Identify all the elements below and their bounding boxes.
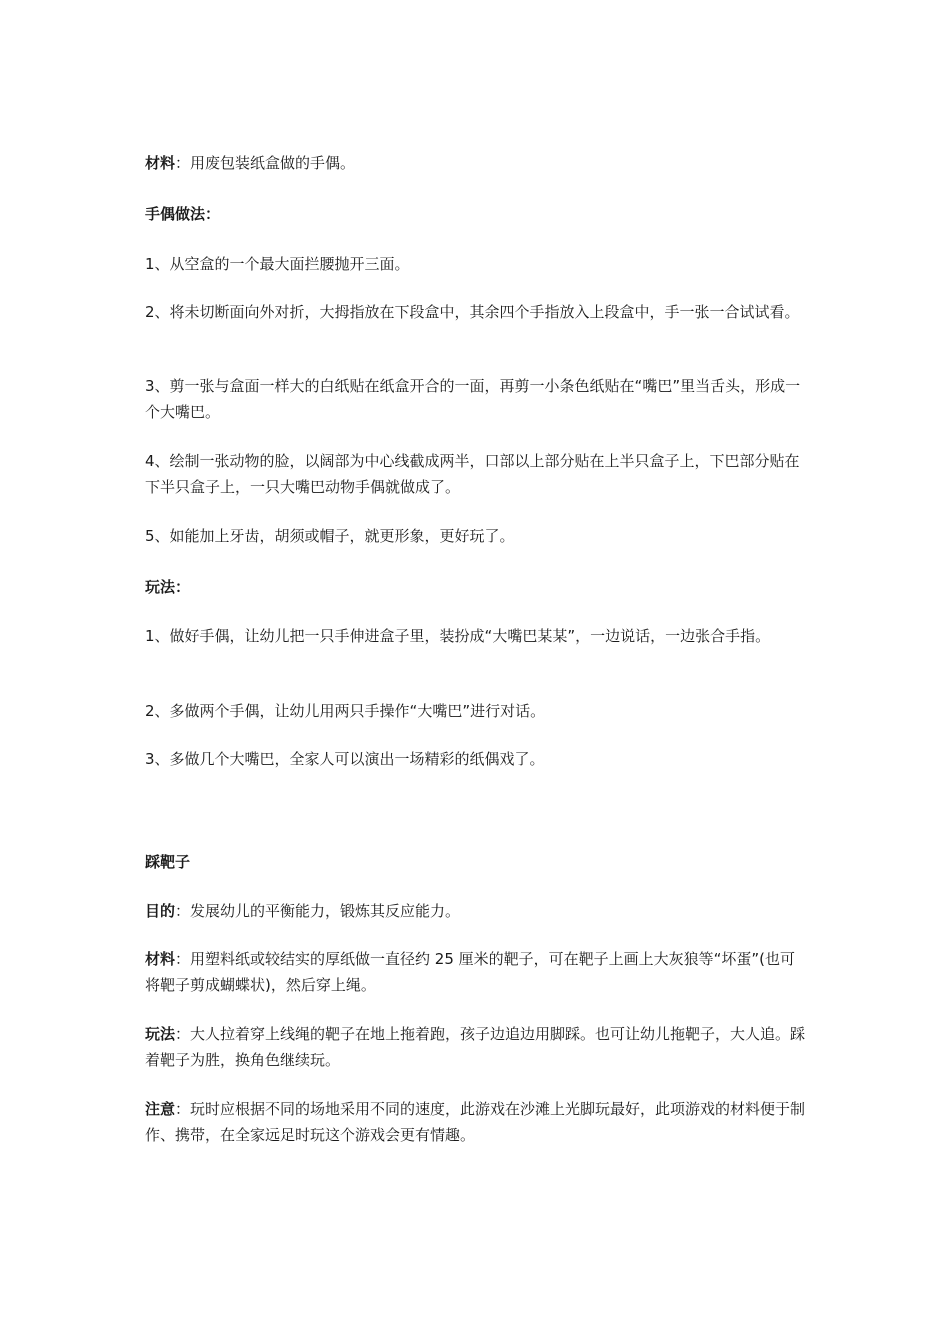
target-play-text: ：大人拉着穿上线绳的靶子在地上拖着跑，孩子边追边用脚踩。也可让幼儿拖靶子，大人追。踩着靶子为胜，换角色继续玩。 <box>145 1025 806 1069</box>
materials-label: 材料 <box>145 154 176 172</box>
goal-text: ：发展幼儿的平衡能力，锻炼其反应能力。 <box>175 902 461 920</box>
note-paragraph <box>145 1096 810 1148</box>
target-materials-label: 材料 <box>145 950 176 968</box>
method-step-5: 5、如能加上牙齿，胡须或帽子，就更形象，更好玩了。 <box>145 527 515 545</box>
method-step-3: 3、剪一张与盒面一样大的白纸贴在纸盒开合的一面，再剪一小条色纸贴在“嘴巴”里当舌头，形成一个大嘴巴。 <box>145 377 801 421</box>
method-heading: 手偶做法： <box>145 205 221 223</box>
note-label: 注意 <box>145 1100 176 1118</box>
target-materials-text: ：用塑料纸或较结实的厚纸做一直径约 25 厘米的靶子，可在靶子上画上大灰狼等“坏蛋”(也可将靶子剪成蝴蝶状)，然后穿上绳。 <box>145 950 796 994</box>
target-materials-paragraph <box>145 946 810 998</box>
section-title: 踩靶子 <box>145 853 191 871</box>
goal-label: 目的 <box>145 902 176 920</box>
method-step-4: 4、绘制一张动物的脸，以阔部为中心线截成两半，口部以上部分贴在上半只盒子上，下巴部分贴在下半只盒子上，一只大嘴巴动物手偶就做成了。 <box>145 452 800 496</box>
play-step-2: 2、多做两个手偶，让幼儿用两只手操作“大嘴巴”进行对话。 <box>145 702 546 720</box>
target-play-paragraph <box>145 1021 810 1073</box>
note-text: ：玩时应根据不同的场地采用不同的速度，此游戏在沙滩上光脚玩最好，此项游戏的材料便于制作、携带，在全家远足时玩这个游戏会更有情趣。 <box>145 1100 806 1144</box>
play-step-3: 3、多做几个大嘴巴，全家人可以演出一场精彩的纸偶戏了。 <box>145 750 545 768</box>
goal-paragraph <box>145 898 810 924</box>
play-step-1: 1、做好手偶，让幼儿把一只手伸进盒子里，装扮成“大嘴巴某某”，一边说话，一边张合手指。 <box>145 627 771 645</box>
materials-paragraph <box>145 150 810 176</box>
target-play-label: 玩法 <box>145 1025 176 1043</box>
play-heading: 玩法： <box>145 578 191 596</box>
materials-text: ：用废包装纸盒做的手偶。 <box>175 154 356 172</box>
method-step-1: 1、从空盒的一个最大面拦腰抛开三面。 <box>145 255 410 273</box>
method-step-2: 2、将未切断面向外对折，大拇指放在下段盒中，其余四个手指放入上段盒中，手一张一合试试看。 <box>145 303 800 321</box>
